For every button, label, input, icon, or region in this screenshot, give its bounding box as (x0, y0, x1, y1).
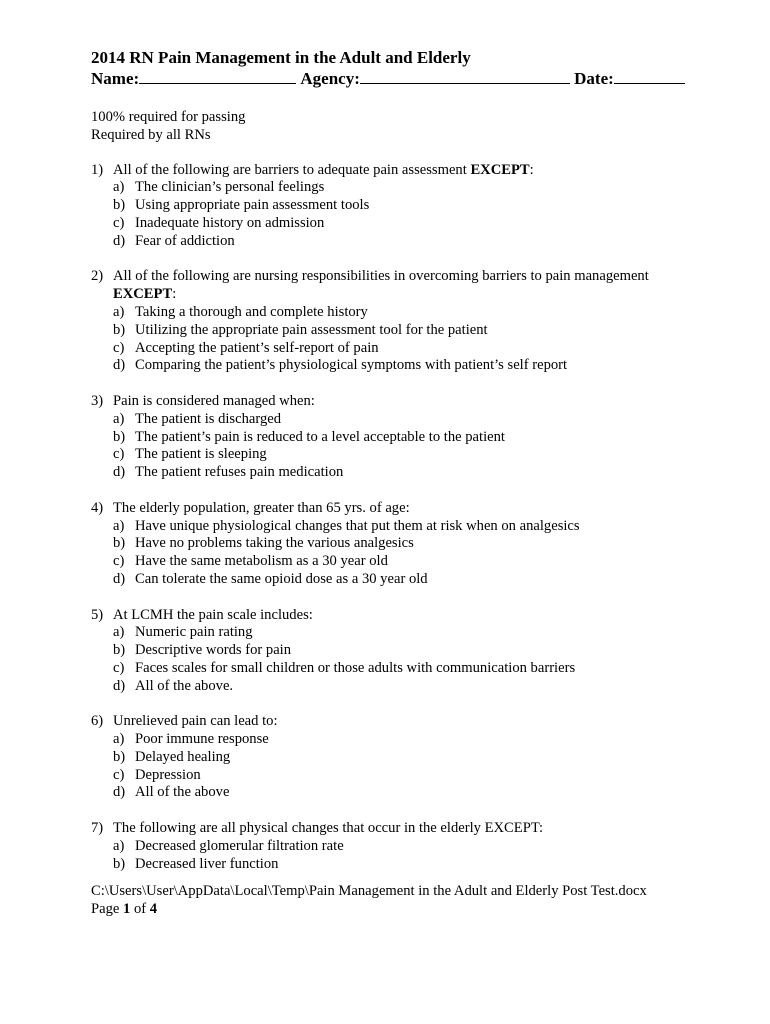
question-text: The following are all physical changes that occur in the elderly EXCEPT: (113, 820, 544, 837)
answer-option (113, 624, 711, 642)
question-stem (91, 162, 711, 180)
question-7 (91, 820, 711, 873)
option-text: Depression (135, 766, 201, 783)
agency-blank (360, 68, 570, 84)
option-text: Faces scales for small children or those adults with communication barriers (135, 659, 576, 676)
answer-option (113, 304, 711, 322)
option-text: Fear of addiction (135, 232, 235, 249)
option-text: Accepting the patient’s self-report of pain (135, 339, 379, 356)
page-total: 4 (149, 900, 158, 917)
question-6 (91, 713, 711, 802)
option-text: The patient’s pain is reduced to a level acceptable to the patient (135, 428, 505, 445)
option-letter: b) (113, 197, 126, 214)
answer-option (113, 838, 711, 856)
answer-options (91, 518, 711, 589)
name-label: Name: (91, 69, 140, 88)
page-of: of (130, 900, 150, 917)
answer-option (113, 571, 711, 589)
answer-option (113, 553, 711, 571)
option-letter: b) (113, 535, 126, 552)
answer-option (113, 642, 711, 660)
option-text: Decreased liver function (135, 855, 279, 872)
answer-option (113, 233, 711, 251)
passing-requirement: 100% required for passing (91, 109, 246, 125)
date-label: Date: (574, 69, 614, 88)
question-tail: : (172, 286, 177, 303)
answer-option (113, 179, 711, 197)
question-stem (91, 268, 711, 304)
answer-option (113, 411, 711, 429)
question-number: 5) (91, 606, 104, 623)
option-text: Inadequate history on admission (135, 214, 325, 231)
option-letter: d) (113, 232, 126, 249)
answer-option (113, 767, 711, 785)
answer-options (91, 179, 711, 250)
option-text: Comparing the patient’s physiological symptoms with patient’s self report (135, 357, 568, 374)
answer-option (113, 215, 711, 233)
option-letter: d) (113, 570, 126, 587)
answer-option (113, 357, 711, 375)
option-text: All of the above (135, 784, 230, 801)
question-3 (91, 393, 711, 482)
option-letter: a) (113, 303, 125, 320)
question-stem (91, 607, 711, 625)
option-letter: d) (113, 464, 126, 481)
header-fields (91, 68, 711, 89)
question-number: 6) (91, 713, 104, 730)
audience-requirement: Required by all RNs (91, 126, 211, 143)
answer-option (113, 197, 711, 215)
option-letter: a) (113, 624, 125, 641)
question-list (91, 162, 711, 874)
option-letter: b) (113, 642, 126, 659)
question-4 (91, 500, 711, 589)
document-title: 2014 RN Pain Management in the Adult and Elderly (91, 48, 471, 67)
answer-option (113, 340, 711, 358)
answer-option (113, 429, 711, 447)
option-letter: c) (113, 553, 125, 570)
option-text: Taking a thorough and complete history (135, 303, 368, 320)
option-text: The patient is sleeping (135, 446, 267, 463)
option-letter: a) (113, 731, 125, 748)
question-number: 7) (91, 820, 104, 837)
option-letter: b) (113, 748, 126, 765)
question-text: Unrelieved pain can lead to: (113, 713, 278, 730)
answer-options (91, 731, 711, 802)
question-stem (91, 500, 711, 518)
option-letter: c) (113, 446, 125, 463)
answer-option (113, 322, 711, 340)
answer-options (91, 411, 711, 482)
option-text: Have unique physiological changes that put them at risk when on analgesics (135, 517, 580, 534)
question-2 (91, 268, 711, 375)
page-current: 1 (123, 900, 131, 917)
answer-options (91, 624, 711, 695)
answer-option (113, 784, 711, 802)
option-text: The patient refuses pain medication (135, 464, 344, 481)
option-text: Utilizing the appropriate pain assessment tool for the patient (135, 321, 488, 338)
answer-option (113, 660, 711, 678)
option-letter: b) (113, 855, 126, 872)
question-emphasis: EXCEPT (113, 286, 173, 303)
option-text: The clinician’s personal feelings (135, 179, 325, 196)
answer-option (113, 464, 711, 482)
option-letter: a) (113, 517, 125, 534)
option-letter: c) (113, 659, 125, 676)
option-text: Decreased glomerular filtration rate (135, 837, 344, 854)
option-letter: c) (113, 339, 125, 356)
option-letter: a) (113, 179, 125, 196)
option-text: Can tolerate the same opioid dose as a 30 year old (135, 570, 428, 587)
option-letter: d) (113, 784, 126, 801)
option-text: Delayed healing (135, 748, 231, 765)
option-letter: c) (113, 766, 125, 783)
answer-options (91, 304, 711, 375)
answer-options (91, 838, 711, 874)
question-text: At LCMH the pain scale includes: (113, 606, 313, 623)
intro-notes (91, 109, 711, 145)
page-number (91, 901, 647, 919)
answer-option (113, 856, 711, 874)
question-number: 4) (91, 499, 104, 516)
question-number: 2) (91, 268, 104, 285)
option-letter: a) (113, 837, 125, 854)
question-text: The elderly population, greater than 65 yrs. of age: (113, 499, 410, 516)
option-text: Have the same metabolism as a 30 year old (135, 553, 388, 570)
answer-option (113, 535, 711, 553)
option-letter: d) (113, 677, 126, 694)
page-label: Page (91, 900, 124, 917)
name-blank (139, 68, 296, 84)
option-text: Have no problems taking the various analgesics (135, 535, 414, 552)
option-text: Using appropriate pain assessment tools (135, 197, 370, 214)
document-footer (91, 883, 647, 919)
question-stem (91, 820, 711, 838)
question-text: Pain is considered managed when: (113, 392, 315, 409)
question-number: 1) (91, 161, 104, 178)
option-letter: a) (113, 410, 125, 427)
answer-option (113, 678, 711, 696)
answer-option (113, 518, 711, 536)
question-1 (91, 162, 711, 251)
option-text: Numeric pain rating (135, 624, 253, 641)
agency-label: Agency: (300, 69, 360, 88)
question-text: All of the following are nursing responsibilities in overcoming barriers to pain management (113, 268, 649, 285)
answer-option (113, 446, 711, 464)
option-letter: c) (113, 214, 125, 231)
option-text: All of the above. (135, 677, 234, 694)
option-text: Poor immune response (135, 731, 269, 748)
question-text: All of the following are barriers to adequate pain assessment (113, 161, 471, 178)
document-page (91, 48, 711, 891)
question-emphasis: EXCEPT (470, 161, 530, 178)
option-letter: b) (113, 428, 126, 445)
file-path: C:\Users\User\AppData\Local\Temp\Pain Management in the Adult and Elderly Post Test.docx (91, 883, 647, 899)
option-text: The patient is discharged (135, 410, 282, 427)
question-tail: : (529, 161, 534, 178)
question-stem (91, 713, 711, 731)
date-blank (614, 68, 685, 84)
option-text: Descriptive words for pain (135, 642, 292, 659)
answer-option (113, 731, 711, 749)
answer-option (113, 749, 711, 767)
option-letter: b) (113, 321, 126, 338)
question-stem (91, 393, 711, 411)
question-number: 3) (91, 392, 104, 409)
option-letter: d) (113, 357, 126, 374)
question-5 (91, 607, 711, 696)
